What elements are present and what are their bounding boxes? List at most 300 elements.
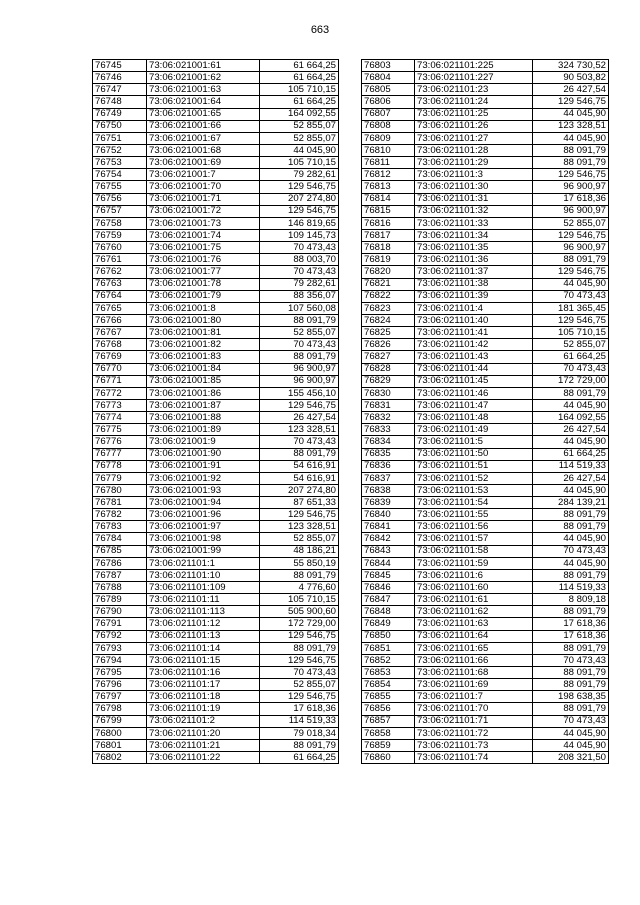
value-cell: 26 427,54 [533, 84, 609, 96]
row-number-cell: 76824 [362, 314, 415, 326]
value-cell: 129 546,75 [260, 399, 339, 411]
cadastral-number-cell: 73:06:021101:72 [415, 727, 533, 739]
row-number-cell: 76806 [362, 96, 415, 108]
cadastral-number-cell: 73:06:021101:51 [415, 460, 533, 472]
table-row [93, 72, 339, 84]
row-number-cell: 76747 [93, 84, 147, 96]
cadastral-number-cell: 73:06:021001:9 [147, 436, 260, 448]
value-cell: 88 091,79 [260, 739, 339, 751]
row-number-cell: 76839 [362, 497, 415, 509]
row-number-cell: 76850 [362, 630, 415, 642]
table-row [93, 667, 339, 679]
value-cell: 52 855,07 [533, 217, 609, 229]
value-cell: 129 546,75 [533, 229, 609, 241]
table-row [93, 484, 339, 496]
row-number-cell: 76760 [93, 242, 147, 254]
value-cell: 129 546,75 [260, 630, 339, 642]
table-row [93, 533, 339, 545]
table-row [362, 618, 609, 630]
cadastral-number-cell: 73:06:021101:50 [415, 448, 533, 460]
row-number-cell: 76838 [362, 484, 415, 496]
table-row [93, 752, 339, 764]
cadastral-number-cell: 73:06:021101:20 [147, 727, 260, 739]
cadastral-number-cell: 73:06:021001:64 [147, 96, 260, 108]
row-number-cell: 76784 [93, 533, 147, 545]
row-number-cell: 76766 [93, 314, 147, 326]
value-cell: 44 045,90 [533, 557, 609, 569]
value-cell: 88 091,79 [533, 387, 609, 399]
cadastral-number-cell: 73:06:021101:29 [415, 157, 533, 169]
row-number-cell: 76816 [362, 217, 415, 229]
cadastral-number-cell: 73:06:021101:46 [415, 387, 533, 399]
row-number-cell: 76852 [362, 654, 415, 666]
row-number-cell: 76764 [93, 290, 147, 302]
row-number-cell: 76751 [93, 132, 147, 144]
cadastral-number-cell: 73:06:021101:66 [415, 654, 533, 666]
row-number-cell: 76834 [362, 436, 415, 448]
value-cell: 61 664,25 [533, 448, 609, 460]
cadastral-number-cell: 73:06:021001:87 [147, 399, 260, 411]
value-cell: 164 092,55 [533, 412, 609, 424]
cadastral-number-cell: 73:06:021101:12 [147, 618, 260, 630]
table-row [93, 594, 339, 606]
table-row [93, 399, 339, 411]
cadastral-number-cell: 73:06:021101:65 [415, 642, 533, 654]
row-number-cell: 76748 [93, 96, 147, 108]
cadastral-number-cell: 73:06:021101:32 [415, 205, 533, 217]
value-cell: 105 710,15 [260, 594, 339, 606]
table-row [93, 108, 339, 120]
value-cell: 123 328,51 [260, 424, 339, 436]
table-row [93, 351, 339, 363]
cadastral-number-cell: 73:06:021101:69 [415, 679, 533, 691]
row-number-cell: 76845 [362, 569, 415, 581]
right-register-table [361, 59, 609, 764]
cadastral-number-cell: 73:06:021101:41 [415, 327, 533, 339]
row-number-cell: 76821 [362, 278, 415, 290]
cadastral-number-cell: 73:06:021001:92 [147, 472, 260, 484]
cadastral-number-cell: 73:06:021101:34 [415, 229, 533, 241]
row-number-cell: 76848 [362, 606, 415, 618]
value-cell: 17 618,36 [533, 193, 609, 205]
value-cell: 61 664,25 [260, 96, 339, 108]
table-row [362, 120, 609, 132]
table-row [93, 654, 339, 666]
row-number-cell: 76802 [93, 752, 147, 764]
cadastral-number-cell: 73:06:021101:40 [415, 314, 533, 326]
cadastral-number-cell: 73:06:021001:89 [147, 424, 260, 436]
row-number-cell: 76857 [362, 715, 415, 727]
row-number-cell: 76775 [93, 424, 147, 436]
cadastral-number-cell: 73:06:021101:22 [147, 752, 260, 764]
cadastral-number-cell: 73:06:021101:17 [147, 679, 260, 691]
value-cell: 44 045,90 [533, 278, 609, 290]
cadastral-number-cell: 73:06:021101:54 [415, 497, 533, 509]
value-cell: 114 519,33 [533, 582, 609, 594]
row-number-cell: 76855 [362, 691, 415, 703]
row-number-cell: 76842 [362, 533, 415, 545]
row-number-cell: 76818 [362, 242, 415, 254]
cadastral-number-cell: 73:06:021101:16 [147, 667, 260, 679]
table-row [93, 521, 339, 533]
table-row [362, 703, 609, 715]
cadastral-number-cell: 73:06:021101:13 [147, 630, 260, 642]
table-row [362, 484, 609, 496]
row-number-cell: 76753 [93, 157, 147, 169]
cadastral-number-cell: 73:06:021101:73 [415, 739, 533, 751]
cadastral-number-cell: 73:06:021001:93 [147, 484, 260, 496]
table-row [362, 351, 609, 363]
cadastral-number-cell: 73:06:021101:58 [415, 545, 533, 557]
table-row [93, 60, 339, 72]
table-row [362, 254, 609, 266]
value-cell: 4 776,60 [260, 582, 339, 594]
table-row [93, 387, 339, 399]
value-cell: 70 473,43 [260, 266, 339, 278]
table-row [93, 509, 339, 521]
value-cell: 70 473,43 [260, 339, 339, 351]
cadastral-number-cell: 73:06:021101:56 [415, 521, 533, 533]
table-row [362, 181, 609, 193]
row-number-cell: 76853 [362, 667, 415, 679]
value-cell: 44 045,90 [533, 739, 609, 751]
table-row [362, 387, 609, 399]
row-number-cell: 76796 [93, 679, 147, 691]
table-row [93, 424, 339, 436]
value-cell: 114 519,33 [260, 715, 339, 727]
value-cell: 54 616,91 [260, 460, 339, 472]
cadastral-number-cell: 73:06:021001:82 [147, 339, 260, 351]
row-number-cell: 76793 [93, 642, 147, 654]
cadastral-number-cell: 73:06:021101:74 [415, 752, 533, 764]
cadastral-number-cell: 73:06:021101:61 [415, 594, 533, 606]
cadastral-number-cell: 73:06:021101:71 [415, 715, 533, 727]
row-number-cell: 76801 [93, 739, 147, 751]
cadastral-number-cell: 73:06:021001:72 [147, 205, 260, 217]
table-row [362, 314, 609, 326]
value-cell: 107 560,08 [260, 302, 339, 314]
cadastral-number-cell: 73:06:021101:109 [147, 582, 260, 594]
cadastral-number-cell: 73:06:021101:10 [147, 569, 260, 581]
table-row [362, 60, 609, 72]
table-row [93, 703, 339, 715]
cadastral-number-cell: 73:06:021001:73 [147, 217, 260, 229]
value-cell: 96 900,97 [260, 375, 339, 387]
value-cell: 8 809,18 [533, 594, 609, 606]
cadastral-number-cell: 73:06:021001:75 [147, 242, 260, 254]
value-cell: 52 855,07 [260, 120, 339, 132]
value-cell: 105 710,15 [260, 84, 339, 96]
table-row [93, 84, 339, 96]
table-row [362, 594, 609, 606]
row-number-cell: 76830 [362, 387, 415, 399]
table-row [93, 545, 339, 557]
cadastral-number-cell: 73:06:021101:27 [415, 132, 533, 144]
row-number-cell: 76789 [93, 594, 147, 606]
row-number-cell: 76859 [362, 739, 415, 751]
row-number-cell: 76836 [362, 460, 415, 472]
row-number-cell: 76786 [93, 557, 147, 569]
cadastral-number-cell: 73:06:021001:83 [147, 351, 260, 363]
table-row [362, 96, 609, 108]
row-number-cell: 76843 [362, 545, 415, 557]
cadastral-number-cell: 73:06:021101:4 [415, 302, 533, 314]
value-cell: 44 045,90 [533, 108, 609, 120]
value-cell: 109 145,73 [260, 229, 339, 241]
cadastral-number-cell: 73:06:021101:62 [415, 606, 533, 618]
table-row [93, 691, 339, 703]
value-cell: 61 664,25 [260, 752, 339, 764]
table-row [93, 217, 339, 229]
table-row [93, 266, 339, 278]
row-number-cell: 76749 [93, 108, 147, 120]
table-row [362, 630, 609, 642]
cadastral-number-cell: 73:06:021101:38 [415, 278, 533, 290]
row-number-cell: 76841 [362, 521, 415, 533]
value-cell: 284 139,21 [533, 497, 609, 509]
table-row [362, 205, 609, 217]
cadastral-number-cell: 73:06:021101:227 [415, 72, 533, 84]
value-cell: 105 710,15 [533, 327, 609, 339]
value-cell: 88 091,79 [533, 569, 609, 581]
row-number-cell: 76782 [93, 509, 147, 521]
row-number-cell: 76798 [93, 703, 147, 715]
value-cell: 105 710,15 [260, 157, 339, 169]
value-cell: 17 618,36 [533, 618, 609, 630]
cadastral-number-cell: 73:06:021101:225 [415, 60, 533, 72]
cadastral-number-cell: 73:06:021001:94 [147, 497, 260, 509]
value-cell: 129 546,75 [533, 314, 609, 326]
table-row [93, 205, 339, 217]
value-cell: 70 473,43 [533, 654, 609, 666]
table-row [93, 739, 339, 751]
cadastral-number-cell: 73:06:021101:30 [415, 181, 533, 193]
row-number-cell: 76788 [93, 582, 147, 594]
row-number-cell: 76851 [362, 642, 415, 654]
cadastral-number-cell: 73:06:021101:47 [415, 399, 533, 411]
cadastral-number-cell: 73:06:021001:8 [147, 302, 260, 314]
row-number-cell: 76777 [93, 448, 147, 460]
value-cell: 172 729,00 [533, 375, 609, 387]
value-cell: 129 546,75 [260, 181, 339, 193]
value-cell: 61 664,25 [260, 60, 339, 72]
cadastral-number-cell: 73:06:021101:52 [415, 472, 533, 484]
table-row [362, 144, 609, 156]
cadastral-number-cell: 73:06:021001:70 [147, 181, 260, 193]
cadastral-number-cell: 73:06:021001:61 [147, 60, 260, 72]
left-register-table [92, 59, 339, 764]
table-row [93, 327, 339, 339]
row-number-cell: 76778 [93, 460, 147, 472]
value-cell: 44 045,90 [260, 144, 339, 156]
cadastral-number-cell: 73:06:021001:78 [147, 278, 260, 290]
row-number-cell: 76758 [93, 217, 147, 229]
row-number-cell: 76787 [93, 569, 147, 581]
table-row [362, 399, 609, 411]
table-row [93, 144, 339, 156]
cadastral-number-cell: 73:06:021101:31 [415, 193, 533, 205]
value-cell: 164 092,55 [260, 108, 339, 120]
table-row [362, 509, 609, 521]
value-cell: 79 282,61 [260, 169, 339, 181]
row-number-cell: 76761 [93, 254, 147, 266]
value-cell: 52 855,07 [533, 339, 609, 351]
cadastral-number-cell: 73:06:021001:96 [147, 509, 260, 521]
row-number-cell: 76815 [362, 205, 415, 217]
cadastral-number-cell: 73:06:021101:26 [415, 120, 533, 132]
row-number-cell: 76768 [93, 339, 147, 351]
cadastral-number-cell: 73:06:021101:15 [147, 654, 260, 666]
table-row [362, 424, 609, 436]
value-cell: 55 850,19 [260, 557, 339, 569]
cadastral-number-cell: 73:06:021001:71 [147, 193, 260, 205]
value-cell: 54 616,91 [260, 472, 339, 484]
cadastral-number-cell: 73:06:021001:80 [147, 314, 260, 326]
cadastral-number-cell: 73:06:021101:36 [415, 254, 533, 266]
table-row [362, 715, 609, 727]
value-cell: 96 900,97 [533, 205, 609, 217]
table-row [93, 569, 339, 581]
table-row [93, 157, 339, 169]
row-number-cell: 76774 [93, 412, 147, 424]
cadastral-number-cell: 73:06:021001:65 [147, 108, 260, 120]
table-row [362, 242, 609, 254]
row-number-cell: 76812 [362, 169, 415, 181]
table-row [93, 339, 339, 351]
value-cell: 155 456,10 [260, 387, 339, 399]
table-row [93, 120, 339, 132]
row-number-cell: 76763 [93, 278, 147, 290]
row-number-cell: 76803 [362, 60, 415, 72]
value-cell: 129 546,75 [260, 691, 339, 703]
row-number-cell: 76804 [362, 72, 415, 84]
table-row [93, 290, 339, 302]
value-cell: 70 473,43 [260, 436, 339, 448]
row-number-cell: 76770 [93, 363, 147, 375]
row-number-cell: 76829 [362, 375, 415, 387]
table-row [362, 375, 609, 387]
cadastral-number-cell: 73:06:021101:24 [415, 96, 533, 108]
cadastral-number-cell: 73:06:021101:19 [147, 703, 260, 715]
row-number-cell: 76822 [362, 290, 415, 302]
value-cell: 96 900,97 [260, 363, 339, 375]
row-number-cell: 76800 [93, 727, 147, 739]
value-cell: 208 321,50 [533, 752, 609, 764]
table-row [362, 412, 609, 424]
table-row [362, 654, 609, 666]
row-number-cell: 76792 [93, 630, 147, 642]
row-number-cell: 76808 [362, 120, 415, 132]
table-row [362, 448, 609, 460]
table-row [93, 557, 339, 569]
table-row [93, 181, 339, 193]
row-number-cell: 76790 [93, 606, 147, 618]
row-number-cell: 76809 [362, 132, 415, 144]
cadastral-number-cell: 73:06:021101:68 [415, 667, 533, 679]
cadastral-number-cell: 73:06:021101:63 [415, 618, 533, 630]
cadastral-number-cell: 73:06:021101:44 [415, 363, 533, 375]
table-row [362, 727, 609, 739]
value-cell: 198 638,35 [533, 691, 609, 703]
table-row [93, 630, 339, 642]
table-row [93, 436, 339, 448]
cadastral-number-cell: 73:06:021001:74 [147, 229, 260, 241]
value-cell: 44 045,90 [533, 533, 609, 545]
row-number-cell: 76795 [93, 667, 147, 679]
value-cell: 88 356,07 [260, 290, 339, 302]
cadastral-number-cell: 73:06:021101:6 [415, 569, 533, 581]
cadastral-number-cell: 73:06:021001:91 [147, 460, 260, 472]
value-cell: 44 045,90 [533, 436, 609, 448]
value-cell: 70 473,43 [533, 715, 609, 727]
value-cell: 172 729,00 [260, 618, 339, 630]
value-cell: 88 091,79 [533, 703, 609, 715]
table-row [93, 169, 339, 181]
value-cell: 129 546,75 [533, 266, 609, 278]
row-number-cell: 76827 [362, 351, 415, 363]
value-cell: 88 091,79 [260, 351, 339, 363]
value-cell: 88 091,79 [533, 254, 609, 266]
row-number-cell: 76745 [93, 60, 147, 72]
row-number-cell: 76771 [93, 375, 147, 387]
value-cell: 88 091,79 [533, 667, 609, 679]
cadastral-number-cell: 73:06:021101:23 [415, 84, 533, 96]
value-cell: 87 651,33 [260, 497, 339, 509]
row-number-cell: 76759 [93, 229, 147, 241]
table-row [362, 278, 609, 290]
value-cell: 96 900,97 [533, 242, 609, 254]
cadastral-number-cell: 73:06:021001:88 [147, 412, 260, 424]
value-cell: 70 473,43 [533, 290, 609, 302]
cadastral-number-cell: 73:06:021101:35 [415, 242, 533, 254]
cadastral-number-cell: 73:06:021101:60 [415, 582, 533, 594]
value-cell: 129 546,75 [260, 205, 339, 217]
table-row [362, 691, 609, 703]
table-row [93, 448, 339, 460]
value-cell: 88 091,79 [260, 448, 339, 460]
table-row [93, 375, 339, 387]
cadastral-number-cell: 73:06:021101:45 [415, 375, 533, 387]
row-number-cell: 76773 [93, 399, 147, 411]
row-number-cell: 76823 [362, 302, 415, 314]
value-cell: 26 427,54 [533, 424, 609, 436]
value-cell: 88 091,79 [533, 679, 609, 691]
table-row [362, 557, 609, 569]
table-row [362, 472, 609, 484]
value-cell: 70 473,43 [533, 363, 609, 375]
value-cell: 129 546,75 [533, 169, 609, 181]
value-cell: 52 855,07 [260, 679, 339, 691]
table-row [362, 108, 609, 120]
table-row [93, 679, 339, 691]
value-cell: 48 186,21 [260, 545, 339, 557]
table-row [93, 472, 339, 484]
cadastral-number-cell: 73:06:021101:39 [415, 290, 533, 302]
table-row [93, 302, 339, 314]
value-cell: 44 045,90 [533, 484, 609, 496]
table-row [362, 606, 609, 618]
row-number-cell: 76849 [362, 618, 415, 630]
value-cell: 44 045,90 [533, 399, 609, 411]
table-row [362, 302, 609, 314]
value-cell: 70 473,43 [260, 667, 339, 679]
value-cell: 61 664,25 [533, 351, 609, 363]
cadastral-number-cell: 73:06:021001:62 [147, 72, 260, 84]
table-row [93, 242, 339, 254]
value-cell: 207 274,80 [260, 193, 339, 205]
value-cell: 88 091,79 [260, 314, 339, 326]
row-number-cell: 76762 [93, 266, 147, 278]
